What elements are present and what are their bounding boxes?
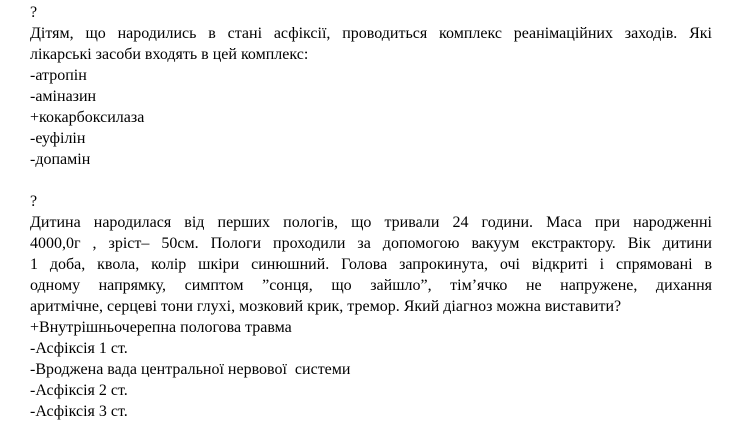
- answer-option-correct: +кокарбоксилаза: [30, 109, 145, 126]
- question-block-1: [30, 2, 712, 170]
- question-text-line: 1 доба, квола, колір шкіри синюшний. Голова запрокинута, очі відкриті і спрямовані в: [30, 256, 712, 273]
- document-page: [30, 2, 712, 420]
- answer-option-correct: +Внутрішньочерепна пологова травма: [30, 319, 292, 336]
- question-text-line: аритмічне, серцеві тони глухі, мозковий крик, тремор. Який діагноз можна виставити?: [30, 298, 622, 315]
- answer-option: -допамін: [30, 151, 91, 168]
- answer-option: -атропін: [30, 67, 87, 84]
- question-text-line: одному напрямку, симптом ”сонця, що зайшло”, тім’ячко не напружене, дихання: [30, 277, 712, 294]
- answer-option: -Асфіксія 3 ст.: [30, 403, 128, 420]
- answer-option: -еуфілін: [30, 130, 86, 147]
- answer-option: -аміназин: [30, 88, 97, 105]
- question-text-line: лікарські засоби входять в цей комплекс:: [30, 46, 309, 63]
- question-text-line: 4000,0г , зріст– 50см. Пологи проходили за допомогою вакуум екстрактору. Вік дитини: [30, 235, 712, 252]
- answer-option: -Асфіксія 2 ст.: [30, 382, 128, 399]
- question-text-line: Дітям, що народились в стані асфіксії, проводиться комплекс реанімаційних заходів. Які: [30, 25, 712, 42]
- question-block-2: [30, 191, 712, 422]
- question-marker: ?: [30, 193, 38, 210]
- answer-option: -Вроджена вада центральної нервової системи: [30, 361, 351, 378]
- question-marker: ?: [30, 4, 38, 21]
- answer-option: -Асфіксія 1 ст.: [30, 340, 128, 357]
- question-text-line: Дитина народилася від перших пологів, що тривали 24 години. Маса при народженні: [30, 214, 712, 231]
